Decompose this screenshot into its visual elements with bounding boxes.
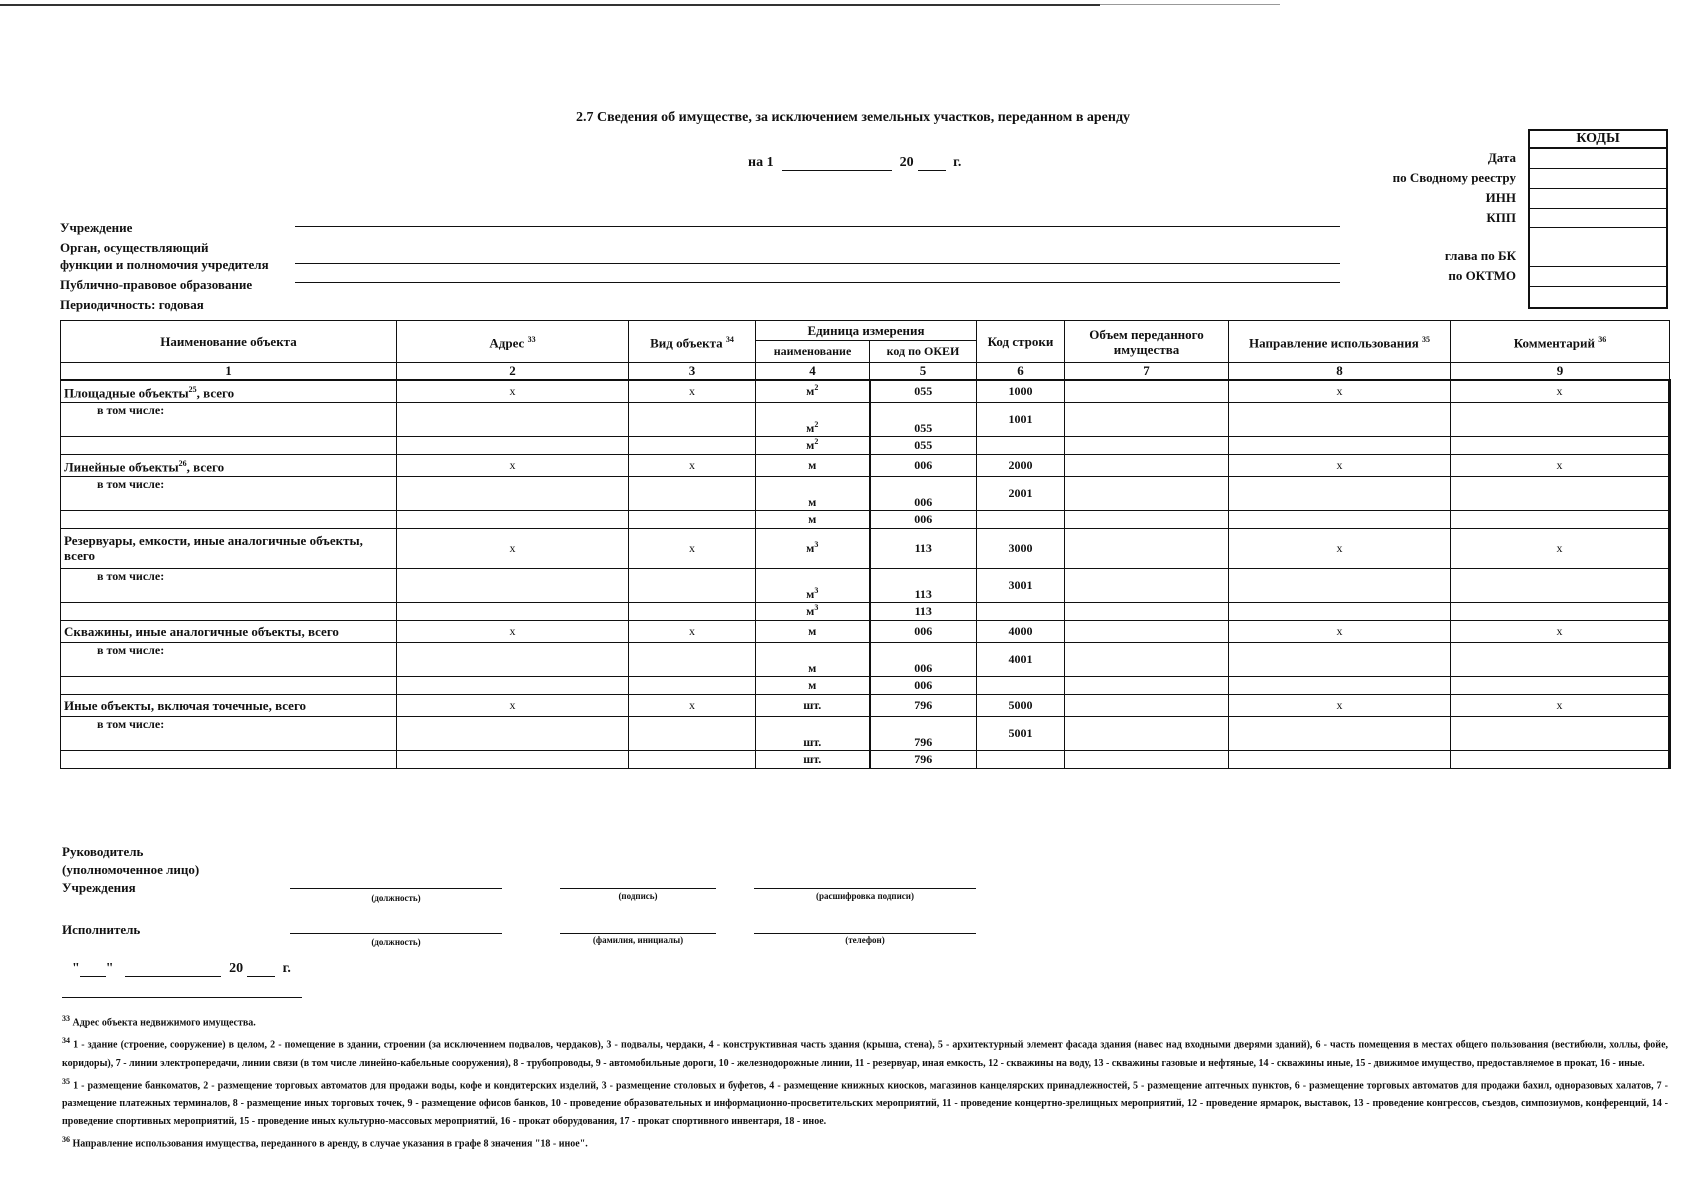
address-input-cell[interactable] xyxy=(397,642,629,676)
code-oktmo-cell[interactable] xyxy=(1530,267,1666,287)
okei-cell: 796 xyxy=(870,716,977,750)
row-code-cell: 1000 xyxy=(977,380,1065,402)
row-code-input-cell[interactable] xyxy=(977,676,1065,694)
address-cell: х xyxy=(397,380,629,402)
date-year-field[interactable] xyxy=(918,156,946,171)
address-input-cell[interactable] xyxy=(397,568,629,602)
type-cell: х xyxy=(629,380,756,402)
direction-cell: х xyxy=(1229,380,1451,402)
sub-label: в том числе: xyxy=(61,642,397,676)
direction-input-cell[interactable] xyxy=(1229,676,1451,694)
date-day-month-field[interactable] xyxy=(782,156,892,171)
organ-label-line2: функции и полномочия учредителя xyxy=(60,257,269,272)
report-date-line xyxy=(748,155,961,171)
unit-name-cell: $м^3$ xyxy=(756,602,870,620)
organ-field[interactable] xyxy=(295,263,1340,264)
type-input-cell[interactable] xyxy=(629,402,756,436)
type-input-cell[interactable] xyxy=(629,568,756,602)
type-cell: х xyxy=(629,528,756,568)
cap-position-executor: (должность) xyxy=(371,937,421,947)
col-number: 4 xyxy=(756,363,870,381)
code-label-inn: ИНН xyxy=(1485,190,1516,205)
row-code-cell: 5001 xyxy=(977,716,1065,750)
row-code-input-cell[interactable] xyxy=(977,436,1065,454)
okei-cell: 113 xyxy=(870,568,977,602)
okei-cell: 055 xyxy=(870,436,977,454)
row-code-input-cell[interactable] xyxy=(977,750,1065,768)
okei-cell: 113 xyxy=(870,528,977,568)
volume-input-cell[interactable] xyxy=(1065,568,1229,602)
header-direction: Направление использования $^{35}$ xyxy=(1229,321,1451,363)
code-bk-cell[interactable] xyxy=(1530,228,1666,267)
cap-phone: (телефон) xyxy=(845,935,885,945)
comment-cell: х xyxy=(1451,528,1670,568)
unit-name-cell: шт. xyxy=(756,694,870,716)
row-code-input-cell[interactable] xyxy=(977,602,1065,620)
address-input-cell[interactable] xyxy=(397,602,629,620)
property-lease-table xyxy=(60,320,1671,769)
table-row-total xyxy=(61,694,1670,716)
sub-label: в том числе: xyxy=(61,476,397,510)
comment-input-cell[interactable] xyxy=(1451,750,1670,768)
volume-input-cell[interactable] xyxy=(1065,510,1229,528)
row-code-cell: 2001 xyxy=(977,476,1065,510)
type-input-cell[interactable] xyxy=(629,510,756,528)
comment-cell: х xyxy=(1451,454,1670,476)
type-input-cell[interactable] xyxy=(629,750,756,768)
header-comment: Комментарий $^{36}$ xyxy=(1451,321,1670,363)
object-name: Линейные объекты$^{26}$, всего xyxy=(61,454,397,476)
volume-input-cell[interactable] xyxy=(1065,642,1229,676)
direction-input-cell[interactable] xyxy=(1229,642,1451,676)
executor-label: Исполнитель xyxy=(62,922,141,937)
comment-cell: х xyxy=(1451,380,1670,402)
header-unit-okei: код по ОКЕИ xyxy=(870,341,977,363)
object-name: Скважины, иные аналогичные объекты, всего xyxy=(61,620,397,642)
sub-label: в том числе: xyxy=(61,402,397,436)
footnote-item: $^{36}$ Направление использования имущества, переданного в аренду, в случае указания в графе 8 значения "18 - иное". xyxy=(62,1134,588,1150)
header-object-type: Вид объекта $^{34}$ xyxy=(629,321,756,363)
okei-cell: 006 xyxy=(870,476,977,510)
col-number: 7 xyxy=(1065,363,1229,381)
direction-input-cell[interactable] xyxy=(1229,510,1451,528)
date-suffix: г. xyxy=(953,155,962,170)
public-entity-label: Публично-правовое образование xyxy=(60,277,253,292)
sub-label: в том числе: xyxy=(61,716,397,750)
sign-date-year-field[interactable] xyxy=(247,962,275,977)
okei-cell: 055 xyxy=(870,402,977,436)
name-input-cell[interactable] xyxy=(61,602,397,620)
comment-input-cell[interactable] xyxy=(1451,568,1670,602)
okei-cell: 113 xyxy=(870,602,977,620)
okei-cell: 006 xyxy=(870,642,977,676)
type-input-cell[interactable] xyxy=(629,716,756,750)
unit-name-cell: $м^2$ xyxy=(756,402,870,436)
table-row-empty xyxy=(61,602,1670,620)
table-row-sub xyxy=(61,568,1670,602)
executor-position-field[interactable] xyxy=(290,933,502,934)
footnote-separator xyxy=(62,997,302,998)
unit-name-cell: $м^2$ xyxy=(756,436,870,454)
address-cell: х xyxy=(397,694,629,716)
name-input-cell[interactable] xyxy=(61,676,397,694)
cap-position: (должность) xyxy=(371,893,421,903)
row-code-cell: 3001 xyxy=(977,568,1065,602)
institution-field[interactable] xyxy=(295,226,1340,227)
direction-input-cell[interactable] xyxy=(1229,716,1451,750)
table-row-total xyxy=(61,620,1670,642)
table-row-total xyxy=(61,454,1670,476)
volume-input-cell[interactable] xyxy=(1065,402,1229,436)
volume-input-cell[interactable] xyxy=(1065,750,1229,768)
okei-cell: 006 xyxy=(870,454,977,476)
head-decoding-field[interactable] xyxy=(754,888,976,889)
direction-cell: х xyxy=(1229,454,1451,476)
date-prefix: на 1 xyxy=(748,155,774,170)
sign-date-day-field[interactable] xyxy=(80,962,106,977)
address-input-cell[interactable] xyxy=(397,402,629,436)
okei-cell: 006 xyxy=(870,620,977,642)
col-number: 2 xyxy=(397,363,629,381)
object-name: Площадные объекты$^{25}$, всего xyxy=(61,380,397,402)
address-input-cell[interactable] xyxy=(397,436,629,454)
table-row-sub xyxy=(61,642,1670,676)
type-input-cell[interactable] xyxy=(629,676,756,694)
address-input-cell[interactable] xyxy=(397,750,629,768)
comment-cell: х xyxy=(1451,694,1670,716)
unit-name-cell: $м^3$ xyxy=(756,568,870,602)
comment-input-cell[interactable] xyxy=(1451,676,1670,694)
name-input-cell[interactable] xyxy=(61,436,397,454)
volume-input-cell[interactable] xyxy=(1065,476,1229,510)
type-cell: х xyxy=(629,694,756,716)
code-inn-cell[interactable] xyxy=(1530,189,1666,209)
address-input-cell[interactable] xyxy=(397,510,629,528)
row-code-input-cell[interactable] xyxy=(977,510,1065,528)
comment-input-cell[interactable] xyxy=(1451,716,1670,750)
direction-input-cell[interactable] xyxy=(1229,568,1451,602)
head-position-field[interactable] xyxy=(290,888,502,889)
code-label-registry: по Сводному реестру xyxy=(1392,170,1516,185)
direction-input-cell[interactable] xyxy=(1229,402,1451,436)
comment-cell: х xyxy=(1451,620,1670,642)
periodicity-label: Периодичность: годовая xyxy=(60,297,204,312)
name-input-cell[interactable] xyxy=(61,750,397,768)
okei-cell: 006 xyxy=(870,510,977,528)
type-input-cell[interactable] xyxy=(629,602,756,620)
col-number: 5 xyxy=(870,363,977,381)
unit-name-cell: м xyxy=(756,620,870,642)
sub-label: в том числе: xyxy=(61,568,397,602)
direction-input-cell[interactable] xyxy=(1229,602,1451,620)
volume-input-cell[interactable] xyxy=(1065,602,1229,620)
table-row-empty xyxy=(61,676,1670,694)
cap-signature: (подпись) xyxy=(618,891,658,901)
comment-input-cell[interactable] xyxy=(1451,602,1670,620)
col-number: 8 xyxy=(1229,363,1451,381)
direction-cell: х xyxy=(1229,528,1451,568)
volume-input-cell[interactable] xyxy=(1065,716,1229,750)
type-input-cell[interactable] xyxy=(629,642,756,676)
type-cell: х xyxy=(629,454,756,476)
cap-fio: (фамилия, инициалы) xyxy=(592,935,684,945)
volume-input-cell[interactable] xyxy=(1065,676,1229,694)
object-name: Резервуары, емкости, иные аналогичные объекты, всего xyxy=(61,528,397,568)
row-code-cell: 5000 xyxy=(977,694,1065,716)
table-row-sub xyxy=(61,476,1670,510)
table-row-total xyxy=(61,380,1670,402)
code-kpp-cell[interactable] xyxy=(1530,209,1666,228)
address-input-cell[interactable] xyxy=(397,716,629,750)
code-label-oktmo: по ОКТМО xyxy=(1448,268,1516,283)
unit-name-cell: $м^2$ xyxy=(756,380,870,402)
address-cell: х xyxy=(397,620,629,642)
codes-title: КОДЫ xyxy=(1530,131,1666,149)
header-volume: Объем переданного имущества xyxy=(1065,321,1229,363)
volume-cell[interactable] xyxy=(1065,380,1229,402)
unit-name-cell: $м^3$ xyxy=(756,528,870,568)
comment-input-cell[interactable] xyxy=(1451,510,1670,528)
col-number: 9 xyxy=(1451,363,1670,381)
code-date-cell[interactable] xyxy=(1530,149,1666,169)
sign-date-line: " " 20 г. xyxy=(72,961,291,976)
table-row-sub xyxy=(61,402,1670,436)
date-year-prefix: 20 xyxy=(899,155,914,170)
okei-cell: 796 xyxy=(870,694,977,716)
unit-name-cell: м xyxy=(756,510,870,528)
public-entity-field[interactable] xyxy=(295,282,1340,283)
direction-input-cell[interactable] xyxy=(1229,436,1451,454)
code-label-kpp: КПП xyxy=(1486,210,1516,225)
institution-label: Учреждение xyxy=(60,220,133,235)
row-code-cell: 4001 xyxy=(977,642,1065,676)
comment-input-cell[interactable] xyxy=(1451,436,1670,454)
footnote-item: $^{34}$ 1 - здание (строение, сооружение) в целом, 2 - помещение в здании, строении (за исключением подвалов, чердаков), 3 - подвалы, чердаки, 4 - конструктивная часть здания (крыша, стена), 5 - архитектурный элемент фасада здания (навес над входными дверями зданий), 6 - часть помещения в местах общего пользования (вестибюли, холлы, фойе, коридоры), 7 - линии электропередачи, линии связи (в том числе линейно-кабельные сооружения), 8 - трубопроводы, 9 - автомобильные дороги, 10 - железнодорожные линии, 11 - резервуар, иная емкость, 12 - скважины на воду, 13 - скважины газовые и нефтяные, 14 - скважины иные, 15 - движимое имущество, предоставляемое в прокат, 16 - иные. xyxy=(62,1036,1669,1069)
head-label: Руководитель (уполномоченное лицо) Учреждения xyxy=(62,844,200,895)
header-row-code: Код строки xyxy=(977,321,1065,363)
direction-input-cell[interactable] xyxy=(1229,476,1451,510)
address-input-cell[interactable] xyxy=(397,476,629,510)
code-label-bk: глава по БК xyxy=(1444,248,1516,263)
direction-cell: х xyxy=(1229,694,1451,716)
code-label-date: Дата xyxy=(1487,150,1516,165)
top-border-line xyxy=(0,4,1100,6)
row-code-cell: 4000 xyxy=(977,620,1065,642)
direction-input-cell[interactable] xyxy=(1229,750,1451,768)
page-title: 2.7 Сведения об имуществе, за исключением земельных участков, переданном в аренду xyxy=(575,110,1131,125)
table-row-empty xyxy=(61,510,1670,528)
name-input-cell[interactable] xyxy=(61,510,397,528)
footnote-item: $^{33}$ Адрес объекта недвижимого имущества. xyxy=(62,1014,256,1029)
organ-label-line1: Орган, осуществляющий xyxy=(60,240,209,255)
col-number: 1 xyxy=(61,363,397,381)
executor-fio-field[interactable] xyxy=(560,933,716,934)
row-code-cell: 3000 xyxy=(977,528,1065,568)
unit-name-cell: м xyxy=(756,476,870,510)
unit-name-cell: м xyxy=(756,676,870,694)
volume-cell[interactable] xyxy=(1065,620,1229,642)
okei-cell: 006 xyxy=(870,676,977,694)
okei-cell: 055 xyxy=(870,380,977,402)
sign-date-month-field[interactable] xyxy=(125,962,221,977)
col-number: 3 xyxy=(629,363,756,381)
executor-phone-field[interactable] xyxy=(754,933,976,934)
comment-input-cell[interactable] xyxy=(1451,476,1670,510)
col-number: 6 xyxy=(977,363,1065,381)
codes-box xyxy=(1528,129,1668,309)
row-code-cell: 2000 xyxy=(977,454,1065,476)
type-input-cell[interactable] xyxy=(629,436,756,454)
volume-cell[interactable] xyxy=(1065,694,1229,716)
volume-cell[interactable] xyxy=(1065,454,1229,476)
top-border-line-thin xyxy=(1100,4,1280,5)
header-object-name: Наименование объекта xyxy=(61,321,397,363)
comment-input-cell[interactable] xyxy=(1451,402,1670,436)
object-name: Иные объекты, включая точечные, всего xyxy=(61,694,397,716)
direction-cell: х xyxy=(1229,620,1451,642)
header-unit: Единица измерения xyxy=(756,321,977,341)
table-row-sub xyxy=(61,716,1670,750)
footnotes xyxy=(62,1010,1668,1153)
address-input-cell[interactable] xyxy=(397,676,629,694)
address-cell: х xyxy=(397,454,629,476)
cap-decoding: (расшифровка подписи) xyxy=(816,891,914,901)
type-input-cell[interactable] xyxy=(629,476,756,510)
volume-cell[interactable] xyxy=(1065,528,1229,568)
table-row-total xyxy=(61,528,1670,568)
comment-input-cell[interactable] xyxy=(1451,642,1670,676)
okei-cell: 796 xyxy=(870,750,977,768)
table-row-empty xyxy=(61,436,1670,454)
unit-name-cell: шт. xyxy=(756,750,870,768)
unit-name-cell: м xyxy=(756,642,870,676)
header-address: Адрес $^{33}$ xyxy=(397,321,629,363)
table-row-empty xyxy=(61,750,1670,768)
volume-input-cell[interactable] xyxy=(1065,436,1229,454)
unit-name-cell: шт. xyxy=(756,716,870,750)
footnote-item: $^{35}$ 1 - размещение банкоматов, 2 - размещение торговых автоматов для продажи воды, кофе и кондитерских изделий, 3 - размещение столовых и буфетов, 4 - размещение книжных киосков, магазинов канцелярских принадлежностей, 5 - размещение аптечных пунктов, 6 - размещение торговых автоматов для продажи бахил, одноразовых халатов, 7 - размещение платежных терминалов, 8 - размещение иных торговых точек, 9 - размещение офисов банков, 10 - проведение образовательных и информационно-просветительских мероприятий, 11 - проведение концертно-зрелищных мероприятий, 12 - проведение ярмарок, выставок, 13 - проведение конгрессов, съездов, симпозиумов, конференций, 14 - проведение спортивных мероприятий, 15 - проведение иных культурно-массовых мероприятий, 16 - прокат оборудования, 17 - прокат спортивного инвентаря, 18 - иное. xyxy=(62,1076,1669,1127)
unit-name-cell: м xyxy=(756,454,870,476)
row-code-cell: 1001 xyxy=(977,402,1065,436)
head-signature-field[interactable] xyxy=(560,888,716,889)
type-cell: х xyxy=(629,620,756,642)
address-cell: х xyxy=(397,528,629,568)
code-registry-cell[interactable] xyxy=(1530,169,1666,189)
header-unit-name: наименование xyxy=(756,341,870,363)
